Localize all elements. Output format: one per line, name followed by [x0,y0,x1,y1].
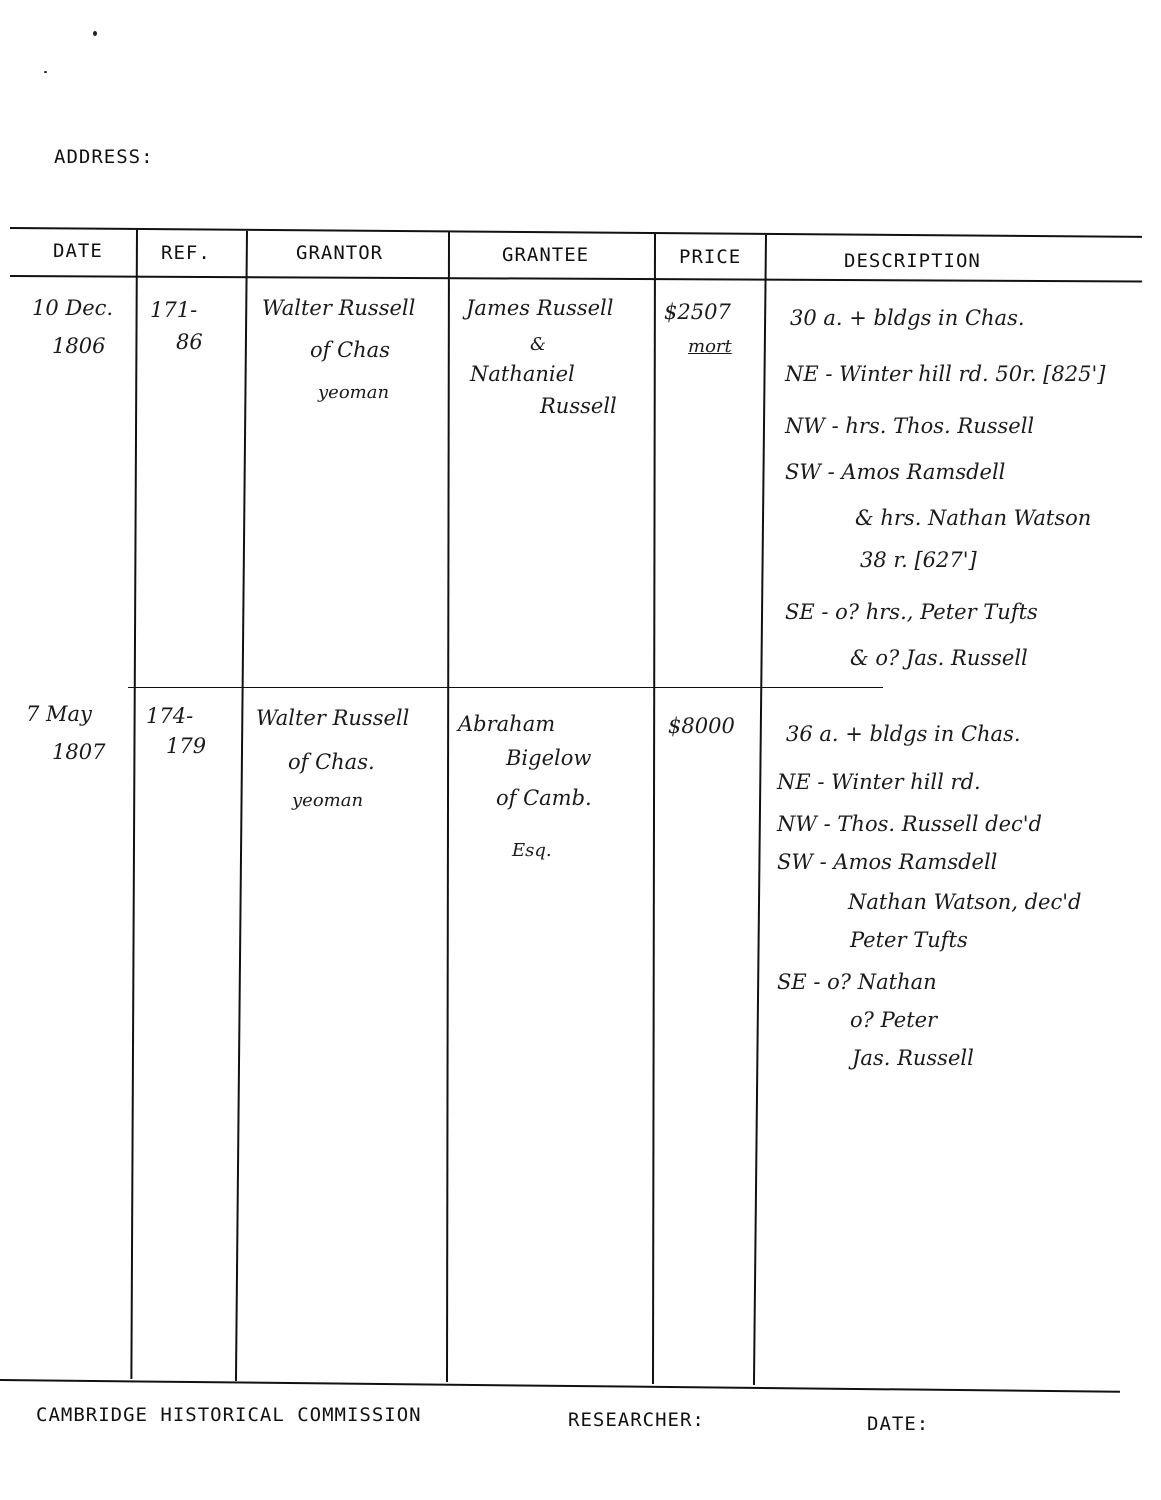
record-1-date-year: 1806 [52,334,106,358]
scan-speck [44,71,47,73]
record-1-grantee-line-1: James Russell [466,296,614,320]
column-header-description: DESCRIPTION [844,250,981,272]
record-1-description-line-6: 38 r. [627'] [860,548,977,572]
record-1-date-day: 10 Dec. [32,296,114,320]
column-header-grantor: GRANTOR [296,242,384,264]
footer-commission: CAMBRIDGE HISTORICAL COMMISSION [36,1404,422,1426]
record-2-description-line-8: o? Peter [850,1008,938,1032]
record-2-description-line-4: SW - Amos Ramsdell [777,850,998,874]
table-bottom-rule [0,1379,1120,1393]
record-2-grantee-line-1: Abraham [458,712,556,736]
record-2-grantee-line-4: Esq. [512,840,552,861]
column-divider [235,231,248,1381]
record-2-description-line-3: NW - Thos. Russell dec'd [777,812,1042,836]
record-2-description-line-5: Nathan Watson, dec'd [848,890,1082,914]
record-1-description-line-2: NE - Winter hill rd. 50r. [825'] [785,362,1106,386]
record-1-price: $2507 [664,300,731,324]
record-1-description-line-8: & o? Jas. Russell [850,646,1028,670]
record-2-description-line-7: SE - o? Nathan [777,970,937,994]
record-1-grantor-name: Walter Russell [262,296,416,320]
record-2-grantee-line-2: Bigelow [506,746,592,770]
column-divider [130,229,138,1379]
record-1-price-note: mort [688,336,732,357]
record-1-description-line-7: SE - o? hrs., Peter Tufts [785,600,1038,624]
footer-date-label: DATE: [867,1413,930,1435]
record-1-ref-page: 86 [176,330,203,354]
record-2-description-line-6: Peter Tufts [850,928,968,952]
column-header-date: DATE [53,240,103,262]
record-1-description-line-4: SW - Amos Ramsdell [785,460,1006,484]
record-2-grantor-name: Walter Russell [256,706,410,730]
record-2-ref-page: 179 [166,734,207,758]
record-1-grantee-line-2: & [530,334,547,355]
table-header-rule [10,275,1142,283]
record-2-description-line-2: NE - Winter hill rd. [777,770,981,794]
record-1-ref-book: 171- [150,298,198,322]
record-2-price: $8000 [668,714,735,738]
record-1-grantee-line-3: Nathaniel [470,362,575,386]
record-1-grantee-line-4: Russell [540,394,617,418]
column-divider [652,234,656,1384]
record-1-description-line-5: & hrs. Nathan Watson [855,506,1092,530]
record-1-grantor-place: of Chas [310,338,390,362]
record-2-description-line-9: Jas. Russell [852,1046,974,1070]
column-header-price: PRICE [679,246,742,268]
scan-speck [93,31,97,36]
column-divider [446,232,450,1382]
address-label: ADDRESS: [54,146,154,168]
record-2-date-year: 1807 [52,740,106,764]
table-top-rule [10,227,1142,238]
record-2-grantee-line-3: of Camb. [496,786,592,810]
record-1-description-line-1: 30 a. + bldgs in Chas. [790,306,1025,330]
record-1-description-line-3: NW - hrs. Thos. Russell [785,414,1035,438]
record-1-grantor-occupation: yeoman [318,382,390,403]
column-header-grantee: GRANTEE [502,244,590,266]
column-header-ref: REF. [161,242,211,264]
record-2-grantor-place: of Chas. [288,750,375,774]
column-divider [753,235,767,1385]
record-2-ref-book: 174- [146,704,194,728]
record-2-date-day: 7 May [26,702,92,726]
record-2-grantor-occupation: yeoman [292,790,364,811]
footer-researcher-label: RESEARCHER: [568,1409,705,1431]
record-2-description-line-1: 36 a. + bldgs in Chas. [786,722,1021,746]
